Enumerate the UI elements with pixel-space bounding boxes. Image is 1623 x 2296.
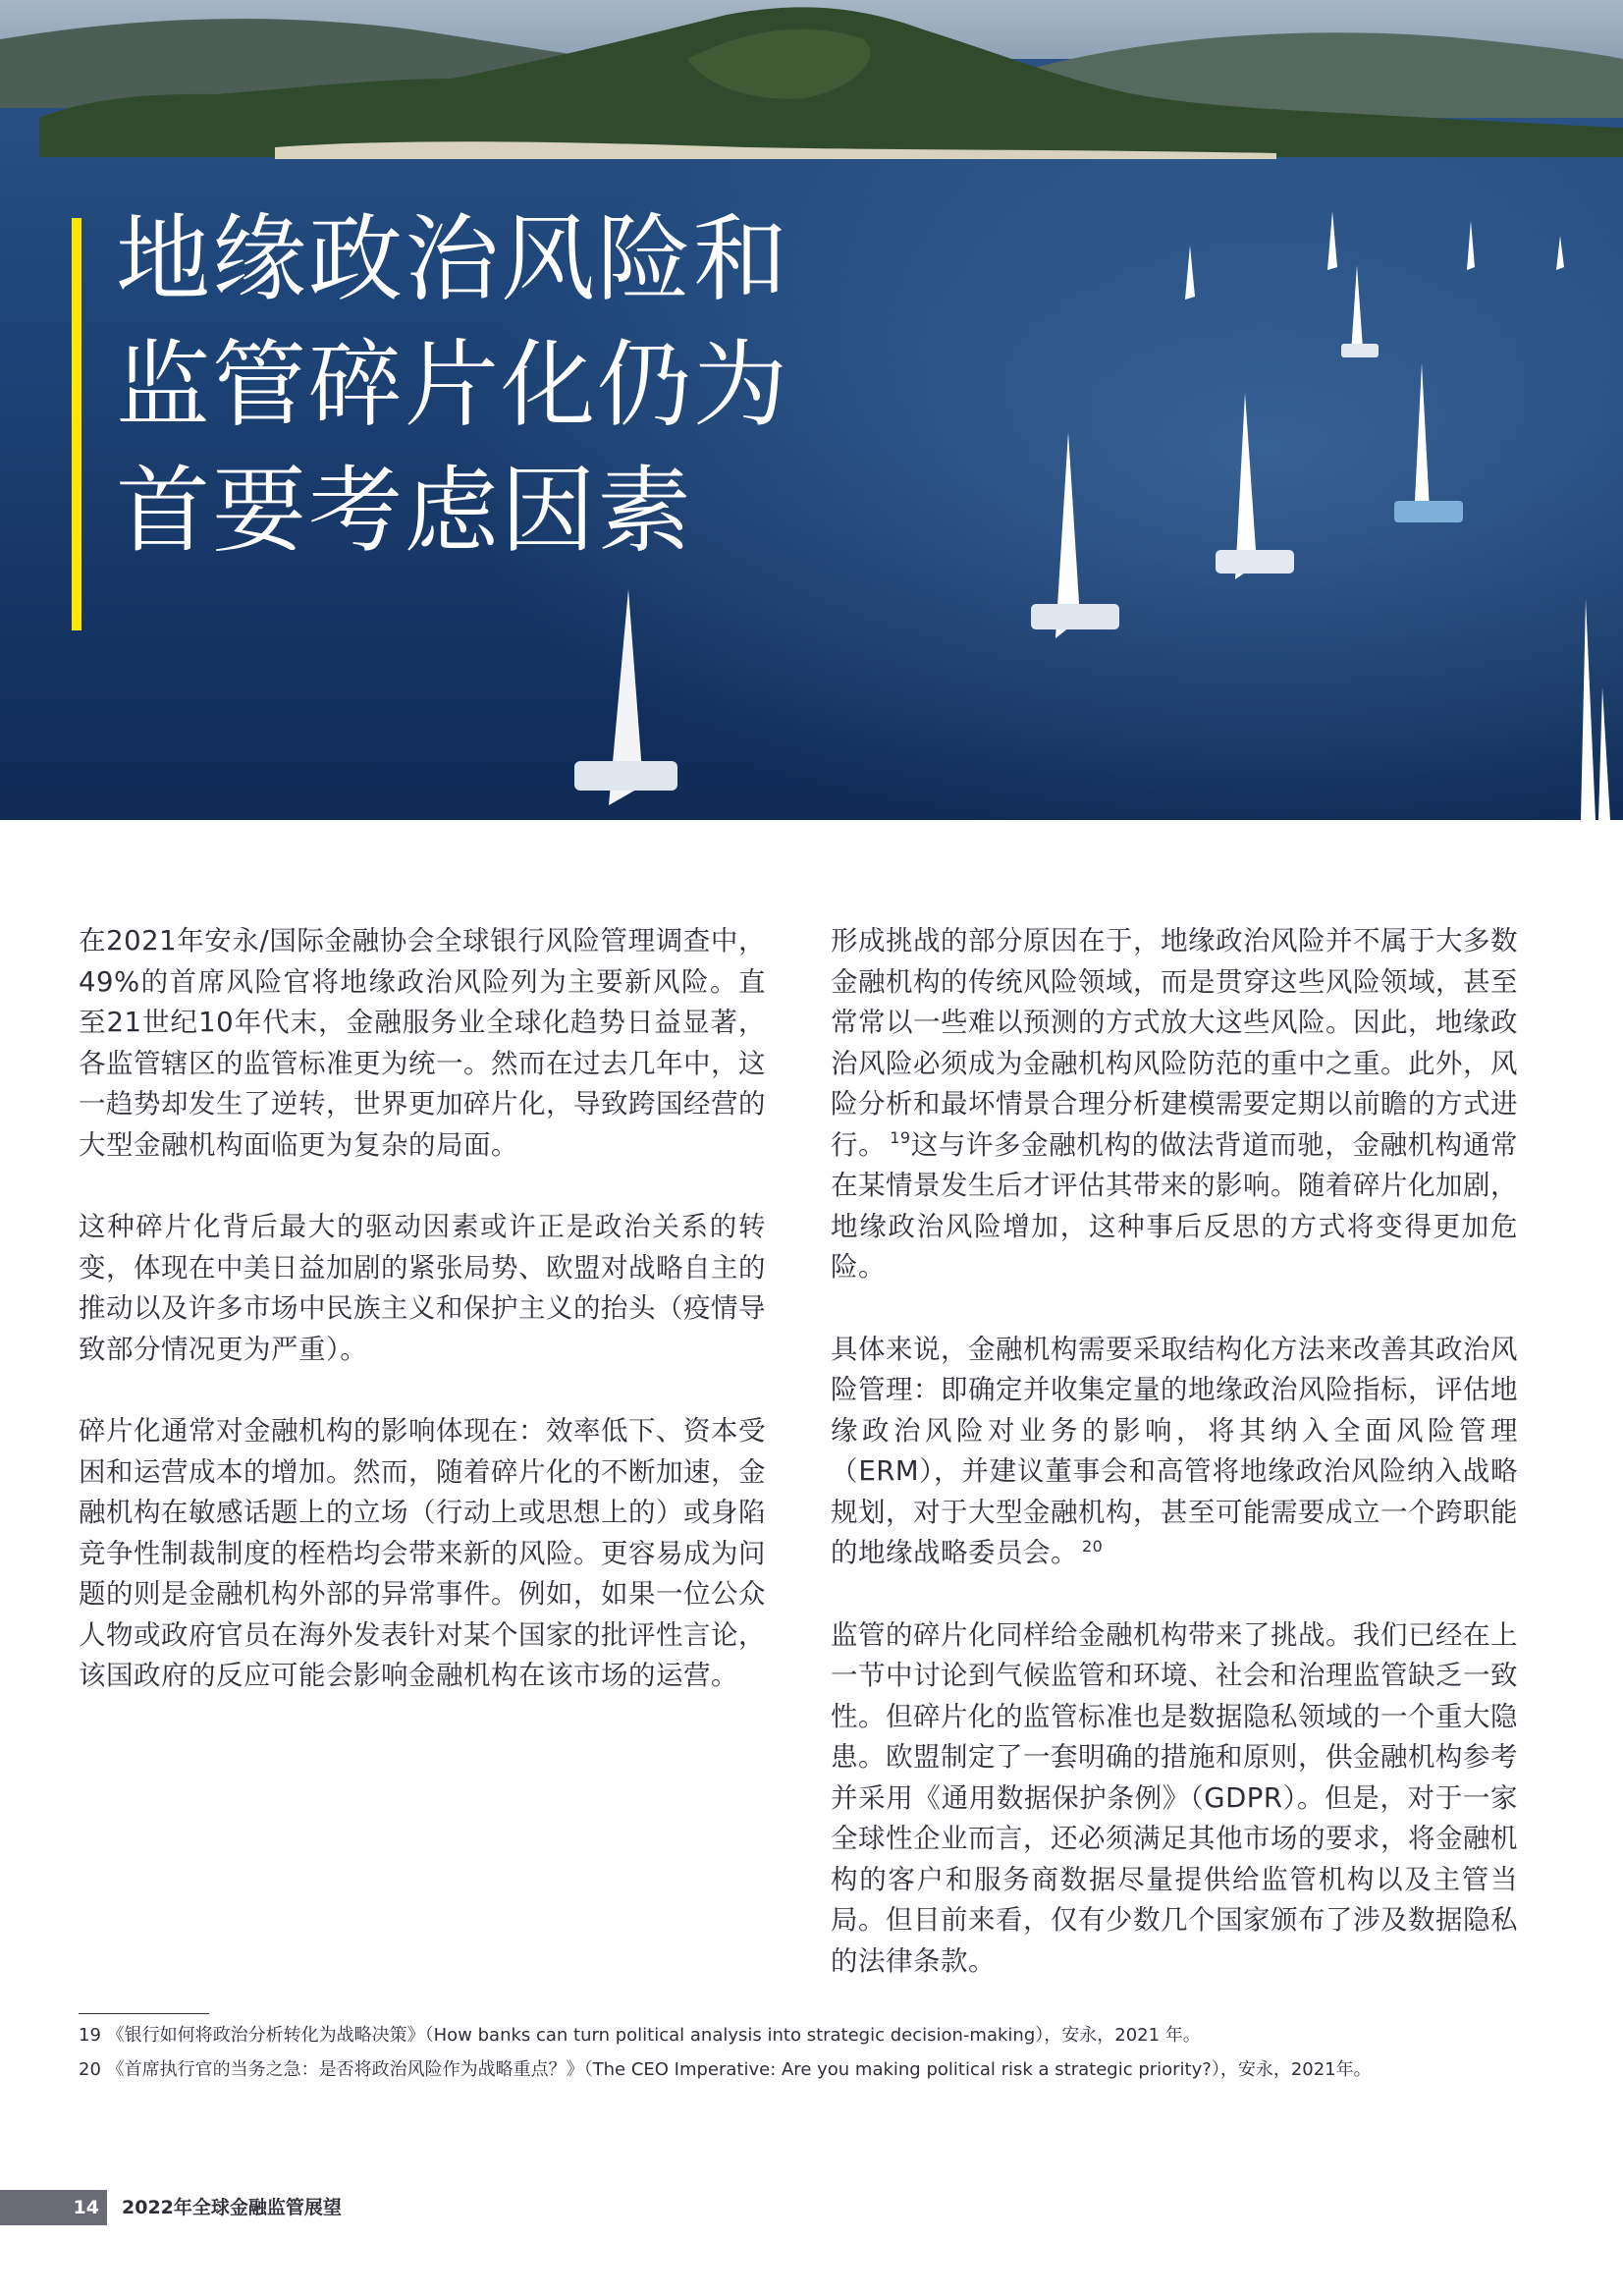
- footnote: 19 《银行如何将政治分析转化为战略决策》（How banks can turn political analysis into strategic decision-making），安永，2021 年。: [79, 2025, 1201, 2046]
- body-paragraph: 这种碎片化背后最大的驱动因素或许正是政治关系的转变，体现在中美日益加剧的紧张局势、欧盟对战略自主的推动以及许多市场中民族主义和保护主义的抬头（疫情导致部分情况更为严重）。: [79, 1211, 766, 1365]
- body-paragraph: [831, 921, 1518, 1288]
- paragraph-text: 这与许多金融机构的做法背道而驰，金融机构通常在某情景发生后才评估其带来的影响。随着碎片化加剧，地缘政治风险增加，这种事后反思的方式将变得更加危险。: [831, 1128, 1519, 1283]
- body-paragraph: 监管的碎片化同样给金融机构带来了挑战。我们已经在上一节中讨论到气候监管和环境、社会和治理监管缺乏一致性。但碎片化的监管标准也是数据隐私领域的一个重大隐患。欧盟制定了一套明确的措施和原则，供金融机构参考并采用《通用数据保护条例》（GDPR）。但是，对于一家全球性企业而言，还必须满足其他市场的要求，将金融机构的客户和服务商数据尽量提供给监管机构以及主管当局。但目前来看，仅有少数几个国家颁布了涉及数据隐私的法律条款。: [831, 1618, 1518, 1977]
- body-paragraph: [831, 1330, 1518, 1574]
- right-column: [831, 921, 1518, 2023]
- paragraph-text: 形成挑战的部分原因在于，地缘政治风险并不属于大多数金融机构的传统风险领域，而是贯穿这些风险领域，甚至常常以一些难以预测的方式放大这些风险。因此，地缘政治风险必须成为金融机构风险防范的重中之重。此外，风险分析和最坏情景合理分析建模需要定期以前瞻的方式进行。: [831, 925, 1518, 1161]
- footnote-ref[interactable]: 20: [1082, 1536, 1104, 1556]
- footnote-divider: [79, 2013, 209, 2014]
- footnote: 20 《首席执行官的当务之急：是否将政治风险作为战略重点？》（The CEO Imperative: Are you making political risk a strategic priority?），安永，2021年。: [79, 2059, 1372, 2080]
- document-title: 2022年全球金融监管展望: [122, 2197, 342, 2218]
- title-line: 监管碎片化仍为: [116, 330, 789, 440]
- body-paragraph: 碎片化通常对金融机构的影响体现在：效率低下、资本受困和运营成本的增加。然而，随着碎片化的不断加速，金融机构在敏感话题上的立场（行动上或思想上的）或身陷竞争性制裁制度的桎梏均会带来新的风险。更容易成为问题的则是金融机构外部的异常事件。例如，如果一位公众人物或政府官员在海外发表针对某个国家的批评性言论，该国政府的反应可能会影响金融机构在该市场的运营。: [79, 1415, 766, 1691]
- paragraph-text: 具体来说，金融机构需要采取结构化方法来改善其政治风险管理：即确定并收集定量的地缘政治风险指标，评估地缘政治风险对业务的影响，将其纳入全面风险管理（ERM），并建议董事会和高管将地缘政治风险纳入战略规划，对于大型金融机构，甚至可能需要成立一个跨职能的地缘战略委员会。: [831, 1333, 1518, 1568]
- body-paragraph: 在2021年安永/国际金融协会全球银行风险管理调查中，49%的首席风险官将地缘政治风险列为主要新风险。直至21世纪10年代末，金融服务业全球化趋势日益显著，各监管辖区的监管标准更为统一。然而在过去几年中，这一趋势却发生了逆转，世界更加碎片化，导致跨国经营的大型金融机构面临更为复杂的局面。: [79, 925, 766, 1161]
- left-column: [79, 921, 766, 1738]
- page-title: [116, 196, 862, 574]
- title-line: 地缘政治风险和: [116, 204, 789, 314]
- title-line: 首要考虑因素: [116, 456, 693, 566]
- title-accent-bar: [72, 218, 81, 630]
- footnote-ref[interactable]: 19: [890, 1128, 911, 1148]
- page-number: 14: [0, 2190, 107, 2225]
